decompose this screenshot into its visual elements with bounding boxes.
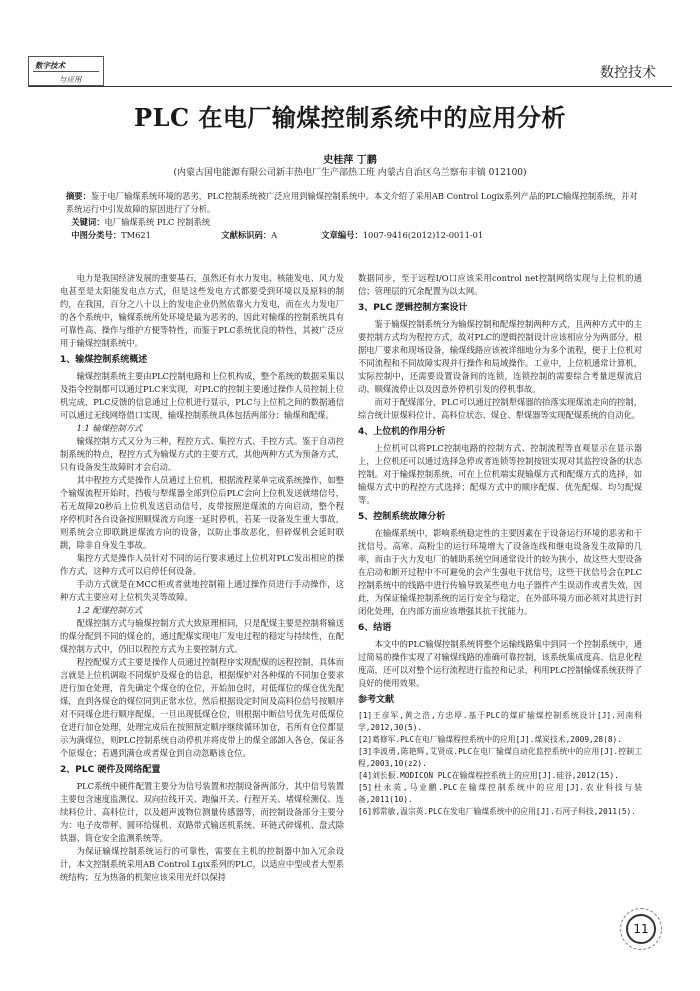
journal-logo [28, 56, 104, 86]
section-heading-2: 2、PLC 硬件及网络配置 [60, 765, 161, 775]
doc-code-label: 文献标识码： [221, 230, 272, 240]
reference-item: [1]王彦军,黄之浩,方忠厚.基于PLC的煤矿输煤控制系统设计[J].河南科学,2012,30(5). [358, 711, 642, 732]
paragraph: 为保证输煤控制系统运行的可靠性，需要在主机的控制器中加入冗余设计，本文控制系统采用AB Control Lgix系列的PLC，以适应中型或者大型系统结构；互为热备的机架应该采用光纤以保持 [60, 846, 344, 882]
section-heading-4: 4、上位机的作用分析 [358, 427, 446, 437]
reference-item: [5]杜永英,马业鹏.PLC在输煤控制系统中的应用[J].农业科技与装备,2011(10). [358, 783, 642, 804]
paragraph: 输煤控制方式又分为三种，程控方式、集控方式、手控方式。鉴于自动控制系统的特点，程控方式为输煤方式的主要方式，其他两种方式为预备方式，只有设备发生故障时才会启动。 [60, 436, 344, 472]
keywords-label: 关键词： [71, 217, 105, 227]
references-heading: 参考文献 [358, 695, 395, 705]
keywords [66, 216, 642, 229]
section-heading-1: 1、输煤控制系统概述 [60, 355, 148, 365]
clc-label: 中图分类号： [71, 230, 122, 240]
paragraph: 而对于配煤部分，PLC可以通过控制犁煤器的抬落实现煤流走向的控制，综合统计原煤料位计、高料位状态、煤仓、犁煤器等实现配煤系统的自动化。 [358, 397, 642, 420]
classification-row [66, 229, 642, 242]
clc-value: TM621 [121, 230, 151, 240]
paragraph: 配煤控制方式与输煤控制方式大致原理相同，只是配煤主要是控制将输送的煤分配到不同的煤仓的，通过配煤实现电厂发电过程的稳定与持续性，在配煤控制方式中，仍旧以程控方式为主要控制方式。 [60, 618, 344, 654]
paragraph: 手动方式就是在MCC柜或者就地控制箱上通过操作员进行手动操作，这种方式主要应对上位机失灵等故障。 [60, 579, 344, 602]
doc-code-value: A [271, 230, 278, 240]
page-number: 11 [626, 914, 656, 944]
abstract-label: 摘要： [66, 191, 91, 201]
article-no-value: 1007-9416(2012)12-0011-01 [362, 230, 484, 240]
header-rule [28, 86, 672, 87]
section-name: 数控技术 [600, 65, 656, 81]
left-column [60, 272, 344, 884]
section-heading-3: 3、PLC 逻辑控制方案设计 [358, 303, 468, 313]
subsection-heading-1-2: 1.2 配煤控制方式 [76, 605, 143, 615]
article-no-label: 文章编号： [321, 230, 363, 240]
page-header [28, 56, 672, 86]
reference-item: [4]刘长振.MODICON PLC在输煤程控系统上的应用[J].硅谷,2012(15). [358, 771, 619, 780]
section-heading-6: 6、结语 [358, 623, 392, 633]
abstract [66, 190, 642, 216]
reference-item: [6]郭常敏,温宗英.PLC在发电厂输煤系统中的应用[J].石河子科技,2011(5). [358, 807, 636, 816]
paragraph: 程控配煤方式主要是操作人员通过控制程序实现配煤的远程控制，具体而言就是上位机调取不同煤炉及煤仓的信息，根据煤炉对各种煤的不同加仓要求进行加仓处理，首先确定个煤仓的仓位，开始加仓时，对低煤位的煤仓优先配煤，直到各煤仓的煤位同到正常水位，然后根据设定时间及高料位信号按顺序对不同煤仓进行顺序配煤，一旦出现低煤仓位，则根据中断信号优先对低煤位仓进行加仓处理，处理完成后在按照预定顺序继续循环加仓，若所有仓位都显示为满煤位，则PLC控制系统自动停机并将皮带上的煤全部卸入各仓，保证各个原煤仓；若遇到满仓或者煤仓到自动忽略该仓位。 [60, 657, 344, 758]
affiliation: (内蒙古国电能源有限公司新丰热电厂生产部热工班 内蒙古自治区乌兰察布丰镇 012100) [173, 168, 527, 178]
paragraph: 上位机可以将PLC控制电路的控制方式、控制流程等直观显示在显示器上，上位机还可以通过选择急停或者连锁等控制按钮实现对其监控设备的状态控制。对于输煤控制系统，可在上位机端实现输煤方式和配煤方式的选择，如输煤方式中的程控方式选择；配煤方式中的顺序配煤、优先配煤、均匀配煤等。 [358, 443, 642, 505]
right-column [358, 272, 642, 818]
reference-item: [3]李波勇,陈艳辉,艾贤成.PLC在电厂输煤自动化监控系统中的应用[J].控制工程,2003,10(z2). [358, 747, 642, 768]
logo-divider [33, 71, 99, 72]
section-heading-5: 5、控制系统故障分析 [358, 512, 446, 522]
paragraph: 数据同步，至于远程I/O口应该采用control net控制网络实现与上位机的通信；管理层的冗余配置为以太网。 [358, 273, 642, 296]
intro-paragraph: 电力是我国经济发展的重要基石，虽然还有水力发电、核能发电、风力发电甚至是太阳能发电点方式，但是这些发电方式都要受到环境以及原料的制约，在我国，百分之八十以上的发电企业仍然依靠火力发电，而在火力发电厂的各个系统中，输煤系统所处环境是最为恶劣的，因此对输煤的控制系统具有可靠性高、操作与维护方便等特性，而鉴于PLC系统优良的特性，其被广泛应用于输煤控制系统中。 [60, 273, 344, 348]
paragraph: 其中程控方式是操作人员通过上位机，根据流程菜单完成系统操作，如整个输煤流程开始时，挡板与犁煤器全部到位后PLC会向上位机发送就绪信号，若无故障20秒后上位机发送启动信号，皮带按照逆煤流的方向启动，整个程序停机时各台设备按照顺煤流方向逐一延时停机，若某一设备发生重大事故，则系统会立即联跳逆煤流方向的设备，以防止事故恶化，但碎煤机会延时联跳，除非自身发生事故。 [60, 475, 344, 550]
authors: 史桂萍 丁鹏 [323, 155, 377, 166]
paragraph: 在输煤系统中，影响系统稳定性的主要因素在于设备运行环境的恶劣和干扰信号。高寒、高粉尘的运行环境增大了设备连线和继电设备发生故障的几率，而由于火力发电厂的辅助系统空间通常设计的较为狭小，故这些大型设备在启动和断开过程中不可避免的会产生强电干扰信号，这些干扰信号会在PLC控制系统中的线路中进行传输导致某些电力电子器件产生误动作或者失效，因此，为保证输煤控制系统的运行安全与稳定，在外部环境方面必须对其进行封闭化处理，在内部方面应该增强其抗干扰能力。 [358, 528, 642, 616]
reference-item: [2]葛修军.PLC在电厂输煤程控系统中的应用[J].煤炭技术,2009,28(8). [358, 735, 622, 744]
logo-line1: 数字技术 [35, 61, 65, 70]
keywords-text: 电厂输煤系统 PLC 控制系统 [104, 217, 211, 227]
logo-line2: 与应用 [59, 75, 82, 84]
paragraph: 集控方式是操作人员针对不同的运行要求通过上位机对PLC发出相应的操作方式，这种方式可以启停任何设备。 [60, 553, 344, 576]
paragraph: 鉴于输煤控制系统分为输煤控制和配煤控制两种方式，且两种方式中的主要控制方式均为程控方式，故对PLC的逻辑控制设计应该相应分为两部分。根据电厂要求和现场设备，输煤线路应该被详细地分为多个流程，便于上位机对不同流程和不同故障实现并行操作和局域操作。工业中，上位机通常计算机，实际控制中，还需要设置设备间的连锁，连锁控制的需要综合考量逆煤流启动、顺煤流停止以及因意外停机引发的停机事故。 [358, 319, 642, 394]
paragraph: 输煤控制系统主要由PLC控制电路和上位机构成，整个系统的数据采集以及指令控制都可以通过PLC来实现，对PLC的控制主要通过操作人员控制上位机完成，PLC反馈的信息通过上位机进行显示，PLC与上位机之间的数据通信可以通过无线网络借口实现，输煤控制系统具体包括两部分：输煤和配煤。 [60, 371, 344, 420]
article-title: PLC 在电厂输煤控制系统中的应用分析 [134, 103, 566, 132]
paragraph: PLC系统中硬件配置主要分为信号装置和控制设备两部分，其中信号装置主要包含速度监测仪、双向拉线开关、跑偏开关、行程开关、堵煤检测仪、连续料位计、高料位计，以及超声波物位测量传感器等，而控制设备部分主要分为：电子皮带秤、圆环给煤机、双路带式输送机系统、环链式碎煤机、盘式除铁器、筒仓安全监测系统等。 [60, 781, 344, 843]
article-meta [66, 190, 642, 242]
subsection-heading-1-1: 1.1 输煤控制方式 [76, 423, 143, 433]
paragraph: 本文中的PLC输煤控制系统将整个运输线路集中到同一个控制系统中，通过简易的操作实现了对输煤线路的准确可靠控制，该系统集成度高、信息化程度高，还可以对整个运行流程进行监控和记录，利用PLC控制输煤系统获得了良好的使用效果。 [358, 639, 642, 688]
abstract-text: 鉴于电厂输煤系统环境的恶劣，PLC控制系统被广泛应用到输煤控制系统中。本文介绍了采用AB Control Logix系列产品的PLC输煤控制系统，并对系统运行中引发故障的原因进行了分析。 [66, 191, 638, 214]
